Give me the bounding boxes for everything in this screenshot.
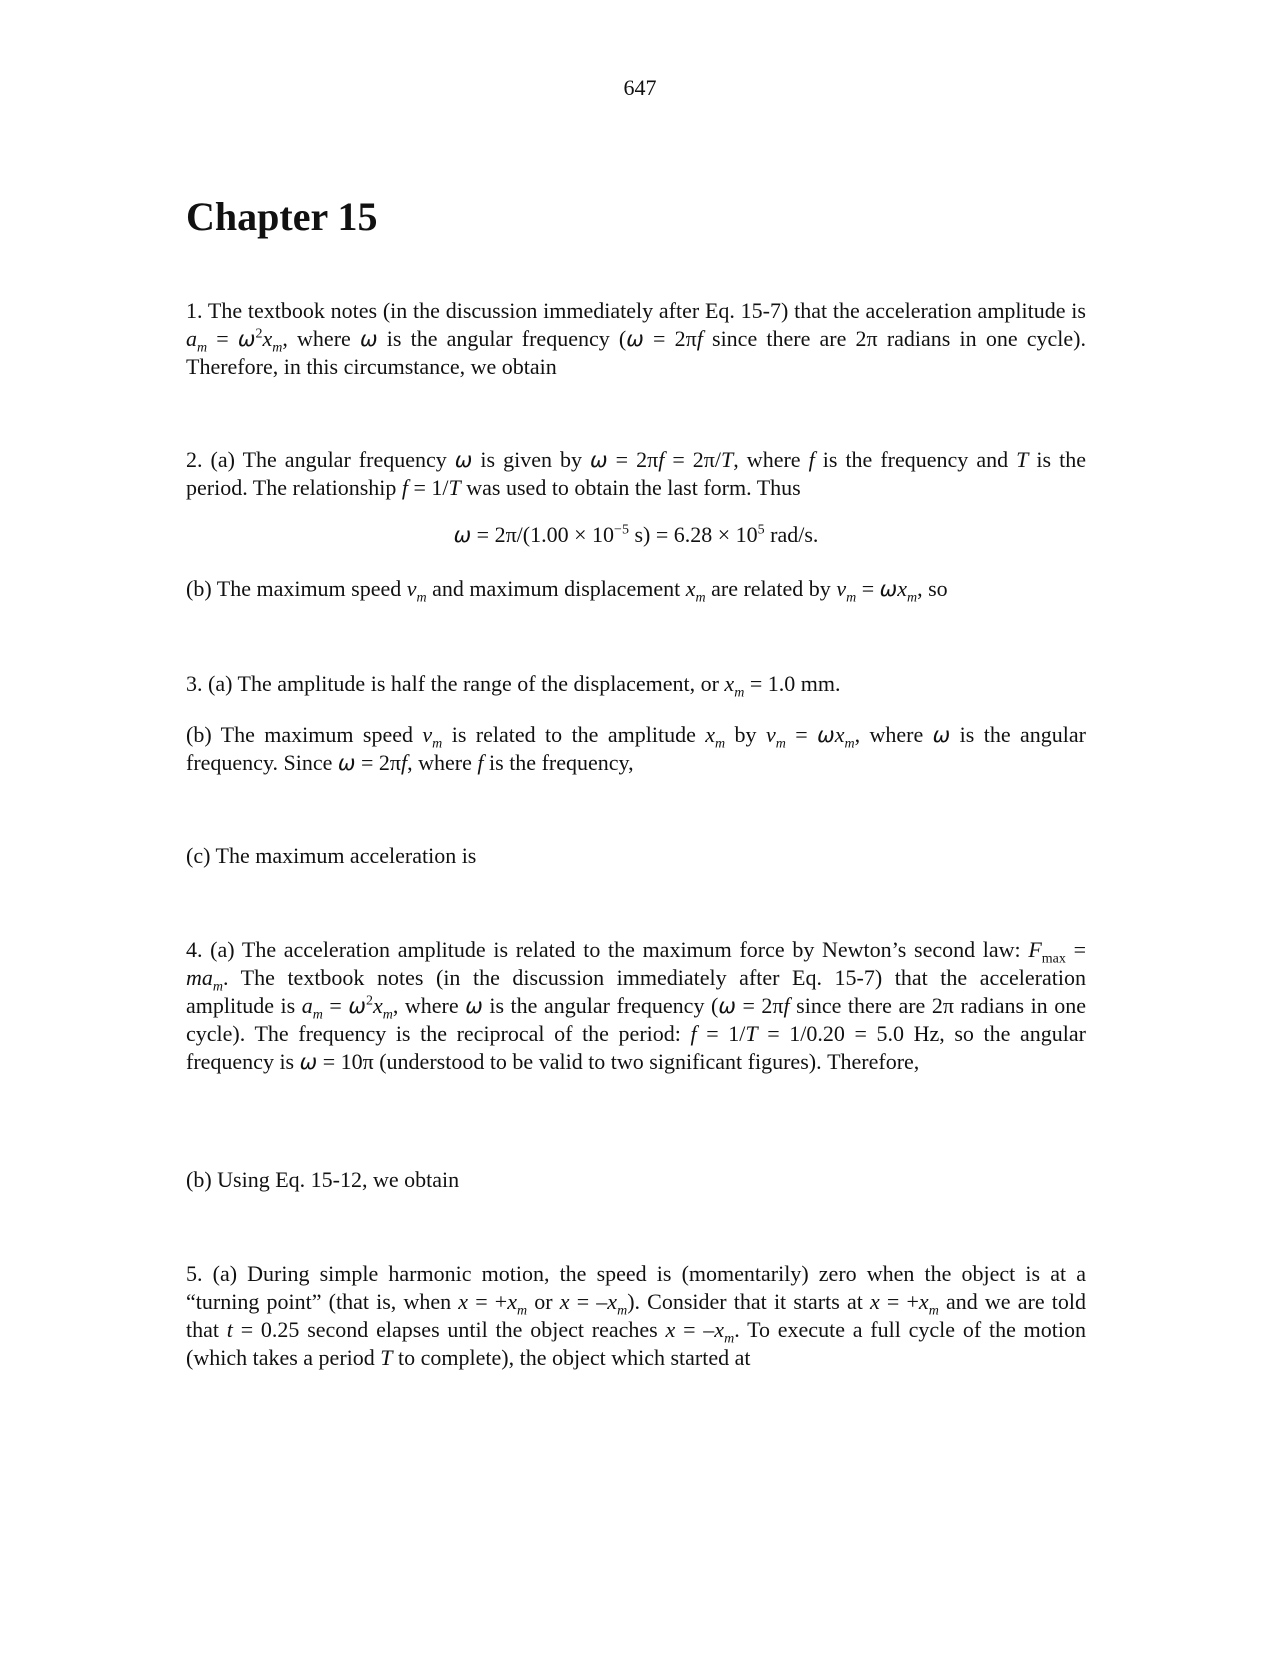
problem-3c-text: (c) The maximum acceleration is <box>186 843 477 868</box>
page-number: 647 <box>623 75 657 100</box>
problem-2a-equation: $\omega = 2\pi/(1.00 \times 10^{-5}$ $s) = 6.28 \times 10^5$ rad/s. <box>453 522 819 547</box>
problem-2b-text: (b) The maximum speed $v_m$ and maximum displacement $x_m$ are related by $v_m = \omega x_m$, so <box>186 576 948 606</box>
problem-4b-text: (b) Using Eq. 15-12, we obtain <box>186 1167 460 1192</box>
problem-1-text: 1. The textbook notes (in the discussion immediately after Eq. 15-7) that the acceleration amplitude is $a_m = \omega^2x_m$, where ω is the angular frequency (ω = 2πf since there are 2π radians in one cycle). Therefore, in this circumstance, we obtain <box>186 298 1086 379</box>
problem-3a-text: 3. (a) The amplitude is half the range of the displacement, or $x_m = 1.0$ mm. <box>186 671 841 701</box>
problem-5a-text: 5. (a) During simple harmonic motion, the speed is (momentarily) zero when the object is at a “turning point” (that is, when $x = +x_m$ or $x = -x_m$). Consider that it starts at $x = +x_m$ and we are told that t = 0.25 second elapses until the object reaches $x = -x_m$. To execute a full cycle of the motion (which takes a period T to complete), the object which started at <box>186 1261 1086 1370</box>
problem-4a-text: 4. (a) The acceleration amplitude is related to the maximum force by Newton’s second law: $F_{max} = ma_m$. The textbook notes (in the discussion immediately after Eq. 15-7) that the acceleration amplitude is $a_m = \omega^2x_m$, where ω is the angular frequency (ω = 2πf since there are 2π radians in one cycle). The frequency is the reciprocal of the period: f = 1/T = 1/0.20 = 5.0 Hz, so the angular frequency is ω = 10π (understood to be valid to two significant figures). Therefore, <box>186 937 1086 1074</box>
problem-3b-text: (b) The maximum speed $v_m$ is related to the amplitude $x_m$ by $v_m = \omega x_m$, where ω is the angular frequency. Since ω = 2πf, where f is the frequency, <box>186 722 1086 775</box>
problem-2a-text: 2. (a) The angular frequency ω is given by ω = 2πf = 2π/T, where f is the frequency and T is the period. The relationship f = 1/T was used to obtain the last form. Thus <box>186 447 1086 500</box>
chapter-title: Chapter 15 <box>186 194 378 239</box>
